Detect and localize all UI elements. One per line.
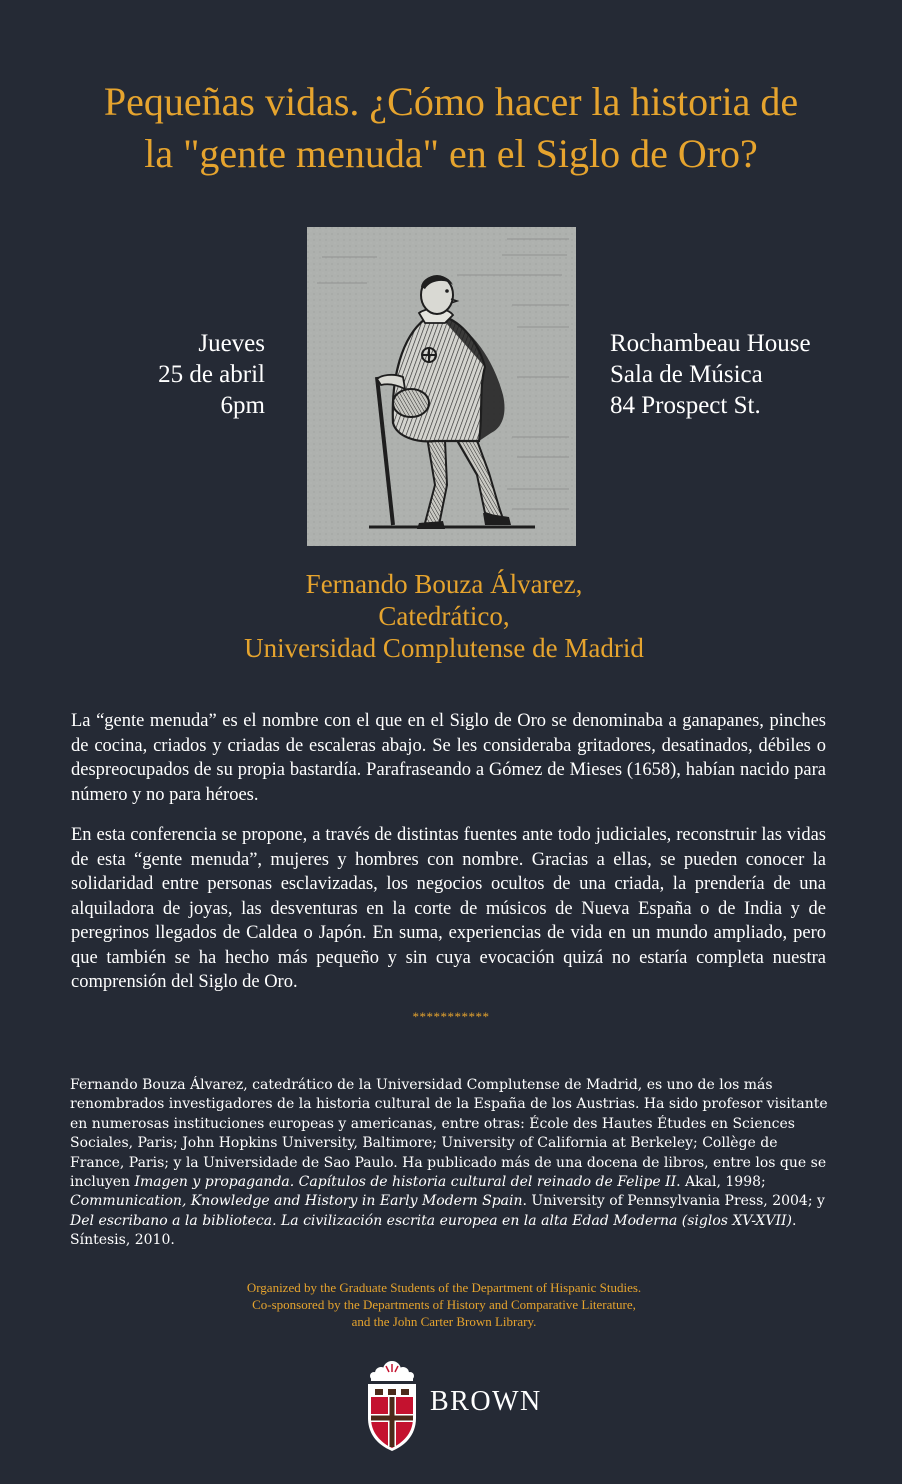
event-time: 6pm <box>220 392 265 419</box>
title-line-2: la "gente menuda" en el Siglo de Oro? <box>144 131 758 176</box>
speaker-position: Catedrático, <box>378 601 510 631</box>
abstract-paragraph-2: En esta conferencia se propone, a través de distintas fuentes ante todo judiciales, reconstruir las vidas de esta “gente menuda”, mujeres y hombres con nombre. Gracias a ellas, se pueden conocer la solidaridad entre personas esclavizadas, los negocios ocultos de una criada, la prendería de una alquiladora de joyas, las desventuras en la corte de músicos de Nueva España o de India y de peregrinos llegados de Caldea o Japón. En suma, experiencias de vida en un mundo ampliado, pero que también se ha hecho más pequeño y sin cuya evocación quizá no estaría completa nuestra comprensión del Siglo de Oro. <box>71 825 826 992</box>
speaker-bio <box>70 1076 830 1251</box>
event-location <box>610 328 870 421</box>
brown-shield-icon <box>362 1356 422 1452</box>
organizers-line-2: Co-sponsored by the Departments of History and Comparative Literature, <box>252 1297 636 1312</box>
organizers-line-1: Organized by the Graduate Students of the Department of Hispanic Studies. <box>246 1280 642 1295</box>
speaker-block <box>100 568 788 664</box>
section-divider: *********** <box>412 1009 490 1024</box>
bio-text-4: . Síntesis, 2010. <box>70 1212 797 1249</box>
event-address: 84 Prospect St. <box>610 392 761 419</box>
woodcut-walking-man-illustration <box>307 227 576 546</box>
organizers-credits <box>100 1279 788 1330</box>
bio-book-1: Imagen y propaganda. Capítulos de historia cultural del reinado de Felipe II <box>134 1174 677 1191</box>
event-day: Jueves <box>198 330 265 357</box>
bio-text-2: . Akal, 1998; <box>676 1174 766 1191</box>
event-venue: Rochambeau House <box>610 330 811 357</box>
brown-logo-text: BROWN <box>430 1386 542 1417</box>
event-room: Sala de Música <box>610 361 763 388</box>
title-line-1: Pequeñas vidas. ¿Cómo hacer la historia de <box>103 79 799 124</box>
bio-text-3: . University of Pennsylvania Press, 2004; y <box>522 1193 825 1210</box>
event-datetime <box>90 328 265 421</box>
bio-book-2: Communication, Knowledge and History in Early Modern Spain <box>70 1193 523 1210</box>
bio-text-1: Fernando Bouza Álvarez, catedrático de la Universidad Complutense de Madrid, es uno de los más renombrados investigadores de la historia cultural de la España de los Austrias. Ha sido profesor visitante en numerosas instituciones europeas y americanas, entre otras: École des Hautes Études en Sciences Sociales, Paris; John Hopkins University, Baltimore; University of California at Berkeley; Collège de France, Paris; y la Universidade de Sao Paulo. Ha publicado más de una docena de libros, entre los que se incluyen <box>70 1077 828 1191</box>
page-title <box>30 76 872 180</box>
bio-book-3: Del escribano a la biblioteca. La civilización escrita europea en la alta Edad Moderna (siglos XV-XVII) <box>70 1212 793 1229</box>
brown-logo <box>362 1356 562 1456</box>
event-date: 25 de abril <box>158 361 265 388</box>
speaker-name: Fernando Bouza Álvarez, <box>305 569 583 599</box>
abstract-paragraph-1: La “gente menuda” es el nombre con el que en el Siglo de Oro se denominaba a ganapanes, pinches de cocina, criados y criadas de escaleras abajo. Se les consideraba gritadores, desatinados, débiles o despreocupados de su propia bastardía. Parafraseando a Gómez de Mieses (1658), habían nacido para número y no para héroes. <box>71 711 826 805</box>
speaker-institution: Universidad Complutense de Madrid <box>244 633 644 663</box>
organizers-line-3: and the John Carter Brown Library. <box>351 1314 537 1329</box>
